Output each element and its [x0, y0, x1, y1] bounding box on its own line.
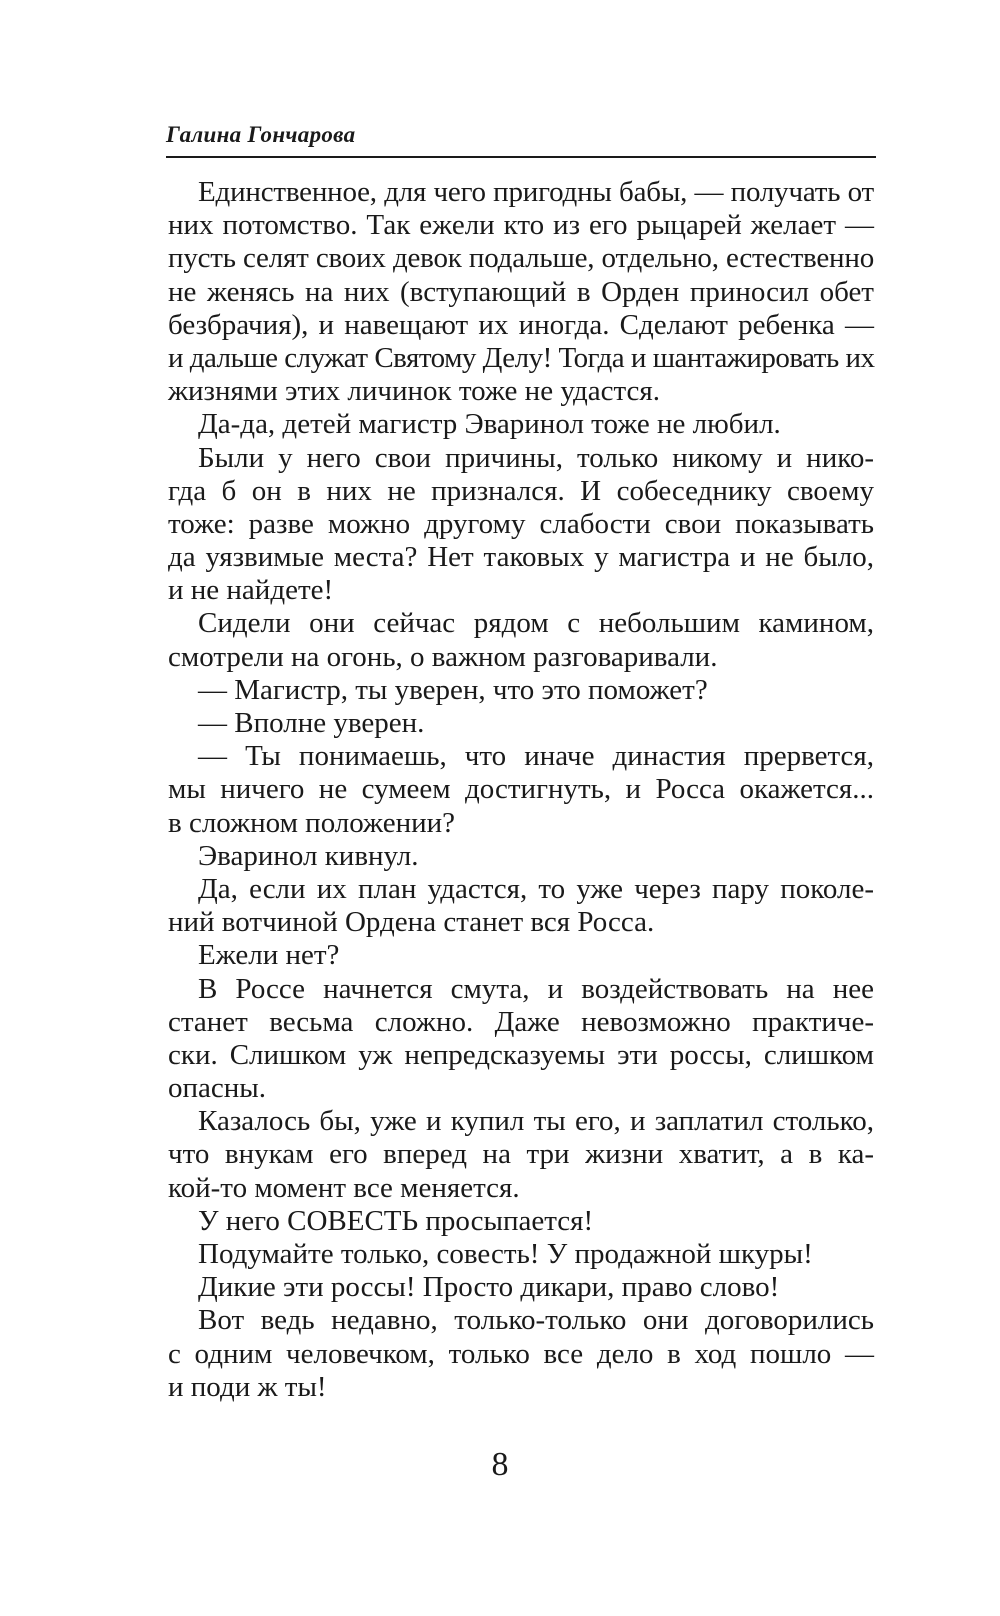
text-line: жизнями этих личинок тоже не удастся.: [168, 375, 660, 408]
text-line: тоже: разве можно другому слабости свои показывать: [168, 507, 874, 540]
text-line: станет весьма сложно. Даже невозможно практиче-: [168, 1005, 874, 1038]
text-line: мы ничего не сумеем достигнуть, и Росса окажется...: [168, 773, 874, 806]
text-line: Да, если их план удастся, то уже через пару поколе-: [198, 872, 874, 905]
text-line: Ежели нет?: [198, 939, 340, 972]
text-line: Были у него свои причины, только никому и нико-: [198, 441, 874, 474]
text-line: В Россе начнется смута, и воздействовать на нее: [198, 972, 874, 1005]
header-author: Галина Гончарова: [166, 122, 356, 147]
text-line: пусть селят своих девок подальше, отдельно, естественно: [168, 242, 874, 275]
text-line: — Магистр, ты уверен, что это поможет?: [198, 673, 708, 706]
text-line: Казалось бы, уже и купил ты его, и заплатил столько,: [198, 1105, 874, 1138]
body-text: [168, 176, 874, 1404]
text-line: что внукам его вперед на три жизни хватит, а в ка-: [168, 1138, 874, 1171]
text-line: Эваринол кивнул.: [198, 839, 419, 872]
text-line: опасны.: [168, 1072, 267, 1105]
text-line: не женясь на них (вступающий в Орден приносил обет: [168, 275, 874, 308]
text-line: — Ты понимаешь, что иначе династия прервется,: [198, 740, 874, 773]
text-line: Единственное, для чего пригодны бабы, — получать от: [198, 176, 874, 208]
running-header: [166, 116, 876, 158]
text-line: Дикие эти россы! Просто дикари, право слово!: [198, 1271, 780, 1304]
text-line: — Вполне уверен.: [198, 707, 425, 739]
text-line: Подумайте только, совесть! У продажной шкуры!: [198, 1238, 813, 1270]
text-line: них потомство. Так ежели кто из его рыцарей желает —: [168, 209, 874, 242]
text-line: У него СОВЕСТЬ просыпается!: [198, 1204, 594, 1237]
text-line: кой-то момент все меняется.: [168, 1171, 520, 1204]
text-line: и не найдете!: [168, 574, 334, 607]
text-line: Да-да, детей магистр Эваринол тоже не любил.: [198, 408, 781, 441]
text-line: ний вотчиной Ордена станет вся Росса.: [168, 906, 655, 939]
text-line: с одним человечком, только все дело в ход пошло —: [168, 1337, 874, 1370]
text-line: в сложном положении?: [168, 806, 456, 839]
text-line: смотрели на огонь, о важном разговаривали.: [168, 640, 718, 673]
text-line: гда б он в них не признался. И собеседнику своему: [168, 474, 874, 507]
text-line: и дальше служат Святому Делу! Тогда и шантажировать их: [168, 341, 875, 374]
page-number: 8: [491, 1446, 509, 1483]
text-line: ски. Слишком уж непредсказуемы эти россы, слишком: [168, 1038, 874, 1071]
text-line: Сидели они сейчас рядом с небольшим камином,: [198, 607, 874, 640]
text-line: и поди ж ты!: [168, 1370, 327, 1403]
text-line: да уязвимые места? Нет таковых у магистра и не было,: [168, 541, 874, 574]
text-line: безбрачия), и навещают их иногда. Сделают ребенка —: [168, 308, 874, 341]
text-line: Вот ведь недавно, только-только они договорились: [198, 1304, 874, 1337]
